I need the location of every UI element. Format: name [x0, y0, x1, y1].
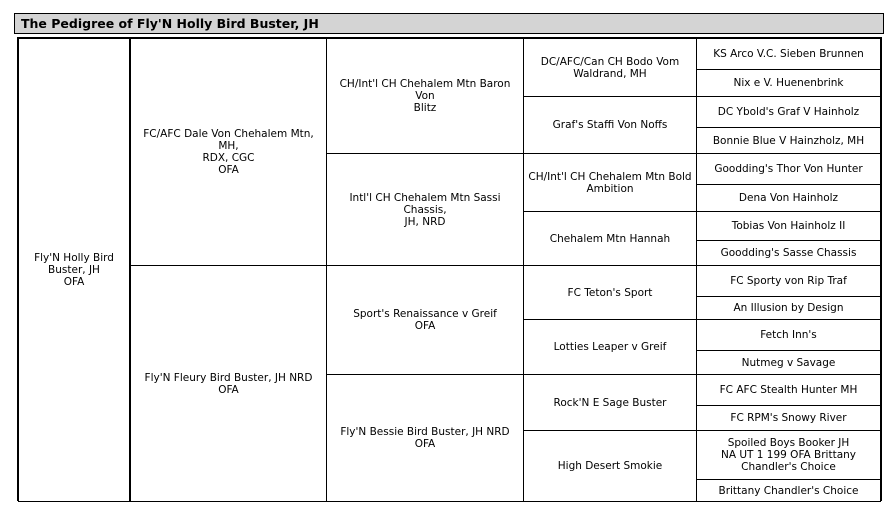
- great-grandparent-name: CH/Int'l CH Chehalem Mtn Bold Ambition: [528, 170, 692, 195]
- great-grandparent-name: High Desert Smokie: [557, 460, 663, 472]
- great-grandparent-cell: [523, 38, 697, 97]
- pedigree-table: [17, 37, 882, 501]
- ancestor-cell: [696, 350, 881, 375]
- ancestor-cell: [696, 38, 881, 70]
- ancestor-name: Brittany Chandler's Choice: [718, 484, 859, 497]
- ancestor-cell: [696, 96, 881, 128]
- ancestor-cell: [696, 184, 881, 212]
- great-grandparent-name: FC Teton's Sport: [567, 286, 653, 299]
- ancestor-cell: [696, 127, 881, 154]
- page-title: The Pedigree of Fly'N Holly Bird Buster, JH: [21, 16, 319, 31]
- ancestor-name: Nix e V. Huenenbrink: [733, 77, 844, 89]
- dam-name: Fly'N Fleury Bird Buster, JH NRD OFA: [144, 371, 313, 396]
- dam-cell: [130, 265, 327, 502]
- great-grandparent-name: Graf's Staffi Von Noffs: [552, 119, 668, 131]
- great-grandparent-cell: [523, 319, 697, 375]
- ancestor-cell: [696, 69, 881, 97]
- ancestor-name: Goodding's Sasse Chassis: [720, 247, 857, 259]
- ancestor-name: Fetch Inn's: [760, 329, 817, 341]
- ancestor-name: KS Arco V.C. Sieben Brunnen: [713, 48, 864, 60]
- great-grandparent-name: Lotties Leaper v Greif: [553, 341, 667, 353]
- grandparent-cell: [326, 374, 524, 502]
- pedigree-subject-name: Fly'N Holly Bird Buster, JH OFA: [34, 252, 114, 288]
- ancestor-name: Tobias Von Hainholz II: [731, 220, 846, 232]
- ancestor-name: Nutmeg v Savage: [741, 356, 836, 369]
- grandparent-name: Sport's Renaissance v Greif OFA: [353, 308, 497, 332]
- page-title-bar: [14, 13, 884, 34]
- ancestor-name: Goodding's Thor Von Hunter: [714, 163, 863, 175]
- ancestor-cell: [696, 405, 881, 431]
- ancestor-cell: [696, 211, 881, 241]
- grandparent-name: CH/Int'l CH Chehalem Mtn Baron Von Blitz: [339, 78, 511, 114]
- ancestor-name: An Illusion by Design: [733, 302, 844, 314]
- great-grandparent-cell: [523, 265, 697, 320]
- grandparent-name: Intl'l CH Chehalem Mtn Sassi Chassis, JH, NRD: [349, 191, 501, 228]
- ancestor-name: DC Ybold's Graf V Hainholz: [717, 106, 860, 118]
- ancestor-name: FC Sporty von Rip Traf: [730, 275, 847, 287]
- ancestor-cell: [696, 319, 881, 351]
- pedigree-subject: [18, 38, 130, 502]
- ancestor-name: FC RPM's Snowy River: [730, 412, 847, 424]
- ancestor-cell: [696, 479, 881, 502]
- great-grandparent-name: Chehalem Mtn Hannah: [549, 232, 671, 245]
- ancestor-cell: [696, 430, 881, 480]
- grandparent-name: Fly'N Bessie Bird Buster, JH NRD OFA: [340, 426, 510, 450]
- great-grandparent-name: Rock'N E Sage Buster: [553, 396, 667, 409]
- great-grandparent-cell: [523, 96, 697, 154]
- ancestor-cell: [696, 296, 881, 320]
- ancestor-name: Dena Von Hainholz: [738, 192, 839, 204]
- ancestor-name: Spoiled Boys Booker JH NA UT 1 199 OFA Brittany Chandler's Choice: [720, 437, 857, 473]
- sire-cell: [130, 38, 327, 266]
- great-grandparent-name: DC/AFC/Can CH Bodo Vom Waldrand, MH: [540, 55, 680, 80]
- great-grandparent-cell: [523, 430, 697, 502]
- sire-name: FC/AFC Dale Von Chehalem Mtn, MH, RDX, CGC OFA: [143, 128, 314, 176]
- great-grandparent-cell: [523, 211, 697, 266]
- great-grandparent-cell: [523, 153, 697, 212]
- ancestor-cell: [696, 153, 881, 185]
- grandparent-cell: [326, 153, 524, 266]
- ancestor-cell: [696, 374, 881, 406]
- ancestor-cell: [696, 240, 881, 266]
- great-grandparent-cell: [523, 374, 697, 431]
- grandparent-cell: [326, 38, 524, 154]
- ancestor-name: FC AFC Stealth Hunter MH: [719, 384, 858, 396]
- grandparent-cell: [326, 265, 524, 375]
- ancestor-cell: [696, 265, 881, 297]
- ancestor-name: Bonnie Blue V Hainzholz, MH: [712, 134, 865, 147]
